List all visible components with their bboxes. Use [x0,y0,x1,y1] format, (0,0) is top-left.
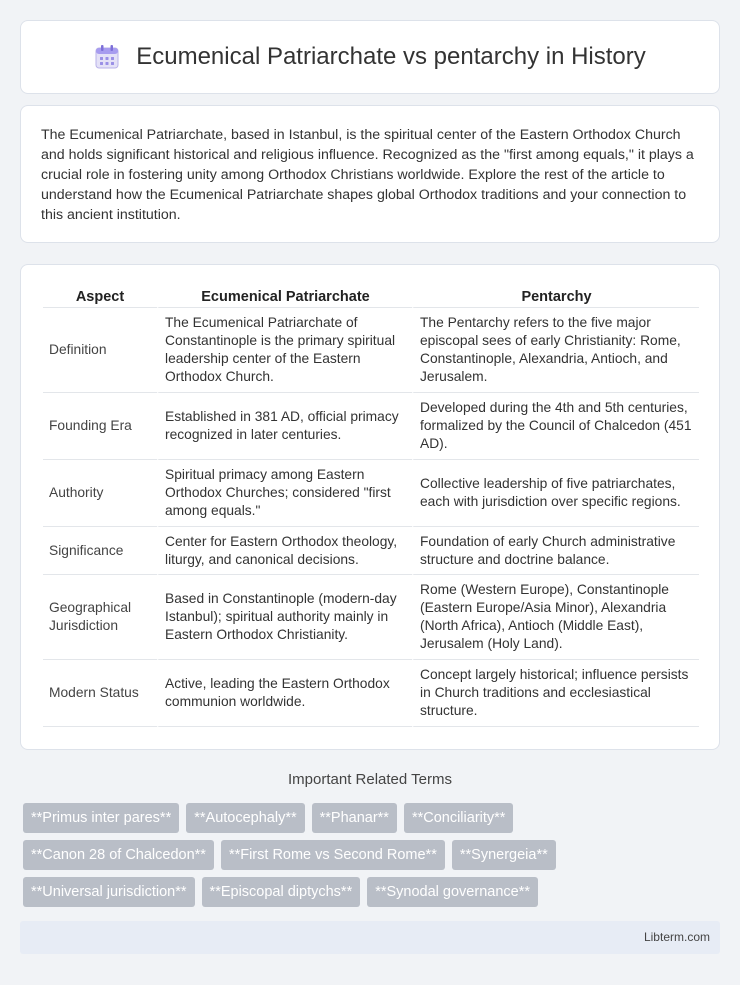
calendar-icon [94,44,120,70]
row-aspect: Founding Era [43,393,157,460]
row-pentarchy: The Pentarchy refers to the five major episcopal sees of early Christianity: Rome, Constantinople, Alexandria, Antioch, and Jerusalem. [412,308,699,393]
comparison-table [43,283,699,727]
tag-conciliarity[interactable]: **Conciliarity** [404,803,513,833]
tag-first-rome-vs-second-rome[interactable]: **First Rome vs Second Rome** [221,840,445,870]
row-pentarchy: Collective leadership of five patriarchates, each with jurisdiction over specific regions. [412,460,699,527]
row-pentarchy: Rome (Western Europe), Constantinople (Eastern Europe/Asia Minor), Alexandria (North Africa), Antioch (Middle East), Jerusalem (Holy Land). [412,575,699,660]
row-aspect: Significance [43,527,157,575]
table-row [43,308,699,393]
footer-site-link[interactable]: Libterm.com [643,930,710,944]
tag-canon-28[interactable]: **Canon 28 of Chalcedon** [23,840,214,870]
tag-autocephaly[interactable]: **Autocephaly** [186,803,304,833]
header-ecumenical-patriarchate: Ecumenical Patriarchate [157,283,412,308]
intro-text: The Ecumenical Patriarchate, based in Istanbul, is the spiritual center of the Eastern Orthodox Church and holds significant historical and religious influence. Recognized as the "first among equals," it plays a crucial role in fostering unity among Orthodox Christians worldwide. Explore the rest of the article to understand how the Ecumenical Patriarchate shapes global Orthodox traditions and your connection to this ancient institution. [41,127,694,223]
row-aspect: Modern Status [43,660,157,727]
tag-row [23,803,723,833]
header-aspect: Aspect [43,283,157,308]
table-row [43,575,699,660]
row-ecumenical: The Ecumenical Patriarchate of Constantinople is the primary spiritual leadership center of the Eastern Orthodox Church. [157,308,412,393]
tag-primus-inter-pares[interactable]: **Primus inter pares** [23,803,179,833]
comparison-table-card [20,264,720,750]
tag-episcopal-diptychs[interactable]: **Episcopal diptychs** [202,877,361,907]
row-pentarchy: Foundation of early Church administrative structure and doctrine balance. [412,527,699,575]
header-card [20,20,720,94]
tag-row [23,877,723,907]
row-ecumenical: Based in Constantinople (modern-day Istanbul); spiritual authority mainly in Eastern Orthodox Christianity. [157,575,412,660]
row-ecumenical: Active, leading the Eastern Orthodox communion worldwide. [157,660,412,727]
row-aspect: Definition [43,308,157,393]
page-title: Ecumenical Patriarchate vs pentarchy in History [136,43,646,70]
intro-card [20,105,720,243]
footer [20,921,720,954]
row-ecumenical: Established in 381 AD, official primacy recognized in later centuries. [157,393,412,460]
table-header-row [43,283,699,308]
table-row [43,460,699,527]
table-row [43,527,699,575]
tag-universal-jurisdiction[interactable]: **Universal jurisdiction** [23,877,195,907]
row-aspect: Authority [43,460,157,527]
row-aspect: Geographical Jurisdiction [43,575,157,660]
tag-row [23,840,723,870]
tag-phanar[interactable]: **Phanar** [312,803,397,833]
tag-synodal-governance[interactable]: **Synodal governance** [367,877,538,907]
tag-synergeia[interactable]: **Synergeia** [452,840,556,870]
related-terms-tags [23,803,723,914]
table-row [43,660,699,727]
row-ecumenical: Center for Eastern Orthodox theology, liturgy, and canonical decisions. [157,527,412,575]
header-pentarchy: Pentarchy [412,283,699,308]
table-row [43,393,699,460]
row-pentarchy: Developed during the 4th and 5th centuries, formalized by the Council of Chalcedon (451 AD). [412,393,699,460]
related-terms-title: Important Related Terms [288,771,452,788]
row-pentarchy: Concept largely historical; influence persists in Church traditions and ecclesiastical structure. [412,660,699,727]
row-ecumenical: Spiritual primacy among Eastern Orthodox Churches; considered "first among equals." [157,460,412,527]
